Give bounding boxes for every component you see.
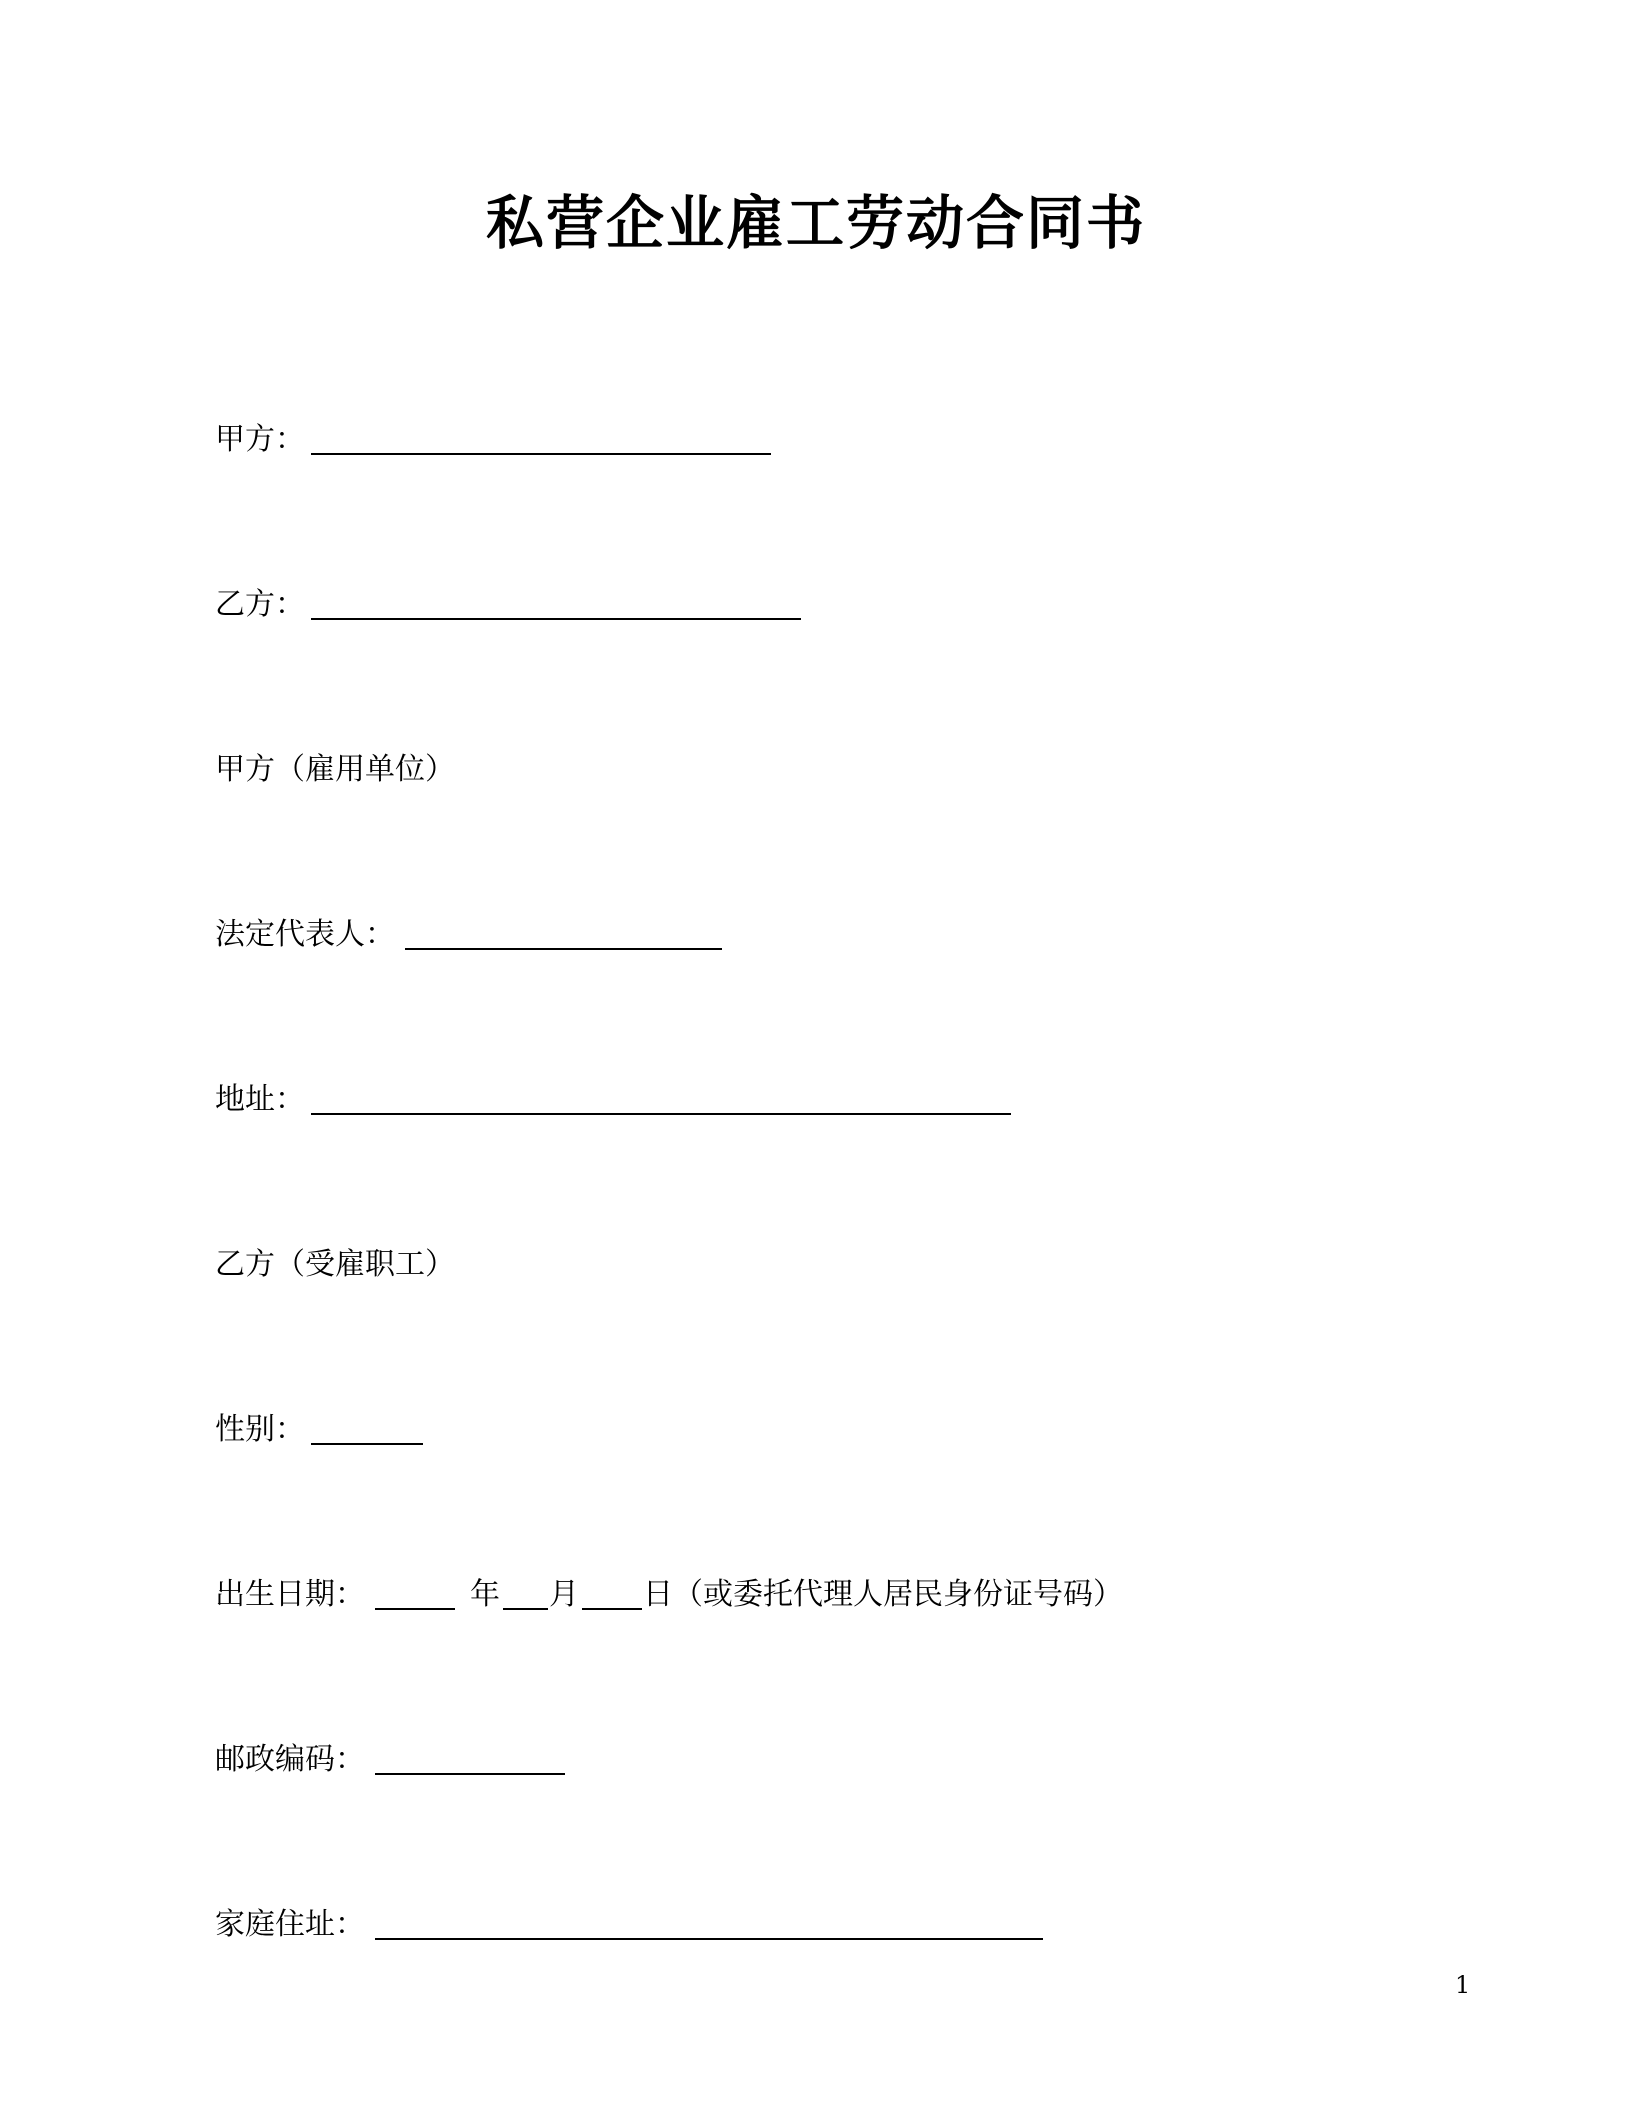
employee-heading-text: 乙方（受雇职工） [215, 1247, 455, 1282]
birth-month-blank[interactable] [503, 1608, 548, 1610]
year-unit: 年 [470, 1577, 500, 1612]
home-address-field [215, 1903, 1055, 1947]
home-address-label: 家庭住址： [215, 1907, 365, 1942]
document-title: 私营企业雇工劳动合同书 [485, 189, 1146, 257]
legal-rep-label: 法定代表人： [215, 917, 395, 952]
address-label: 地址： [215, 1082, 305, 1117]
month-unit: 月 [549, 1577, 579, 1612]
party-b-label: 乙方： [215, 587, 305, 622]
employer-heading [215, 748, 615, 792]
birth-day-blank[interactable] [582, 1608, 642, 1610]
birth-date-label: 出生日期： [215, 1577, 365, 1612]
party-a-field [215, 418, 775, 462]
home-address-blank[interactable] [375, 1938, 1043, 1940]
legal-rep-field [215, 913, 735, 957]
gender-blank[interactable] [311, 1443, 423, 1445]
gender-field [215, 1408, 535, 1452]
page-number: 1 [1455, 1971, 1471, 1999]
gender-label: 性别： [215, 1412, 305, 1447]
legal-rep-blank[interactable] [405, 948, 722, 950]
postal-code-blank[interactable] [375, 1773, 565, 1775]
employee-heading [215, 1243, 615, 1287]
birth-date-field [215, 1573, 1175, 1617]
party-b-field [215, 583, 805, 627]
party-a-blank[interactable] [311, 453, 771, 455]
postal-code-label: 邮政编码： [215, 1742, 365, 1777]
party-a-label: 甲方： [215, 422, 305, 457]
day-unit: 日 [643, 1577, 673, 1612]
id-number-note: （或委托代理人居民身份证号码） [673, 1577, 1123, 1612]
employer-heading-text: 甲方（雇用单位） [215, 752, 455, 787]
party-b-blank[interactable] [311, 618, 801, 620]
birth-year-blank[interactable] [375, 1608, 455, 1610]
address-blank[interactable] [311, 1113, 1011, 1115]
postal-code-field [215, 1738, 675, 1782]
address-field [215, 1078, 1015, 1122]
